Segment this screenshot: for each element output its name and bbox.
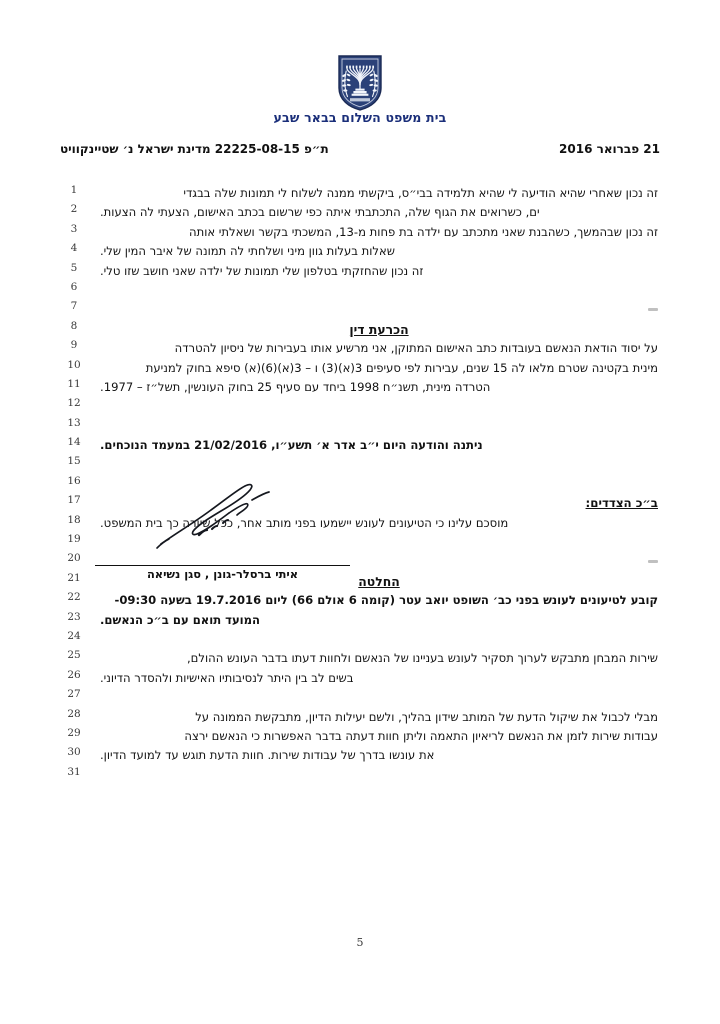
section-heading: החלטה	[358, 573, 400, 589]
document-line	[0, 669, 720, 688]
document-line	[0, 320, 720, 339]
line-number: 5	[70, 261, 78, 274]
document-line	[0, 378, 720, 397]
line-number: 17	[67, 494, 81, 507]
document-line	[0, 746, 720, 765]
document-line	[0, 611, 720, 630]
case-number: ת״פ 22225-08-15 מדינת ישראל נ׳ שטיינקוויט	[60, 142, 329, 156]
line-number: 14	[67, 436, 81, 449]
line-number: 25	[67, 649, 81, 662]
line-number: 18	[67, 513, 81, 526]
line-text: בשים לב בין היתר לנסיבותיו האישיות ולהסדר הדיוני.	[100, 670, 354, 685]
line-number: 2	[70, 203, 78, 216]
page-number: 5	[356, 936, 364, 949]
line-number: 13	[67, 416, 81, 429]
handwritten-signature-icon	[155, 478, 285, 553]
israel-state-emblem-icon	[337, 55, 383, 111]
document-line	[0, 262, 720, 281]
line-number: 23	[67, 610, 81, 623]
document-line	[0, 688, 720, 707]
document-line	[0, 359, 720, 378]
line-number: 28	[67, 707, 81, 720]
signature-rule	[95, 565, 350, 566]
section-subheading: ב״כ הצדדים:	[585, 496, 658, 511]
line-text: ניתנה והודעה היום י״ב אדר א׳ תשע״ו, 21/02/2016 במעמד הנוכחים.	[100, 438, 483, 453]
line-number: 9	[70, 339, 78, 352]
line-number: 21	[67, 571, 81, 584]
document-line	[0, 649, 720, 668]
scan-artifact-mark	[648, 560, 658, 563]
document-line	[0, 766, 720, 785]
court-name: בית משפט השלום בבאר שבע	[273, 110, 447, 125]
line-number: 24	[67, 629, 81, 642]
line-text: קובע לטיעונים לעונש בפני כב׳ השופט יואב עטר (קומה 6 אולם 66) ליום 19.7.2016 בשעה 09:30-	[114, 593, 658, 608]
document-line	[0, 339, 720, 358]
document-line	[0, 417, 720, 436]
document-line	[0, 397, 720, 416]
line-number: 26	[67, 668, 81, 681]
line-text: המועד תואם עם ב״כ הנאשם.	[100, 612, 261, 627]
document-line	[0, 300, 720, 319]
document-line	[0, 281, 720, 300]
line-number: 12	[67, 397, 81, 410]
case-header	[60, 142, 660, 156]
line-text: שאלות בעלות גוון מיני ושלחתי לה תמונה של איבר המין שלי.	[100, 244, 395, 259]
document-line	[0, 203, 720, 222]
line-text: זה נכון שהחזקתי בטלפון שלי תמונות של ילדה שאני חושב שזו טלי.	[100, 263, 424, 278]
scan-artifact-mark	[648, 308, 658, 311]
line-number: 31	[67, 765, 81, 778]
line-text: הטרדה מינית, תשנ״ח 1998 ביחד עם סעיף 25 בחוק העונשין, תשל״ז – 1977.	[100, 379, 491, 394]
line-number: 20	[67, 552, 81, 565]
judge-name: איתי ברסלר-גונן , סגן נשיאה	[146, 567, 299, 581]
line-text: מבלי לכבול את שיקול הדעת של המותב שידון בהליך, ולשם יעילות הדיון, מתבקשת הממונה על	[195, 709, 658, 724]
line-number: 11	[67, 377, 81, 390]
line-text: על יסוד הודאת הנאשם בעובדות כתב האישום המתוקן, אני מרשיע אותו בעבירות של ניסיון להטרדה	[174, 341, 658, 356]
document-line	[0, 242, 720, 261]
signature-block	[95, 478, 385, 598]
line-number: 19	[67, 533, 81, 546]
document-line	[0, 223, 720, 242]
document-line	[0, 630, 720, 649]
line-text: זה נכון שבהמשך, כשהבנת שאני מתכתב עם ילדה בת פחות מ-13, המשכתי בקשר ושאלתי אותה	[189, 224, 658, 239]
line-number: 10	[67, 358, 81, 371]
line-text: את עונשו בדרך של עבודות שירות. חוות הדעת תוגש עד למועד הדיון.	[100, 748, 435, 763]
line-number: 27	[67, 688, 81, 701]
line-number: 8	[70, 319, 78, 332]
line-number: 15	[67, 455, 81, 468]
line-number: 1	[70, 184, 78, 196]
emblem-container	[0, 55, 720, 111]
line-number: 6	[70, 280, 78, 293]
line-number: 7	[70, 300, 78, 313]
document-line	[0, 455, 720, 474]
line-number: 4	[70, 242, 78, 255]
document-line	[0, 708, 720, 727]
line-text: זה נכון שאחרי שהיא הודיעה לי שהיא תלמידה בבי״ס, ביקשתי ממנה לשלוח לי תמונות שלה בבגדי	[183, 186, 658, 200]
section-heading: הכרעת דין	[349, 321, 409, 337]
line-text: ים, כשרואים את הגוף שלה, התכתבתי איתה כפי שרשום בכתב האישום, הצעתי לה הצעות.	[100, 205, 540, 220]
line-number: 3	[70, 222, 78, 235]
document-line	[0, 727, 720, 746]
line-number: 30	[67, 746, 81, 759]
document-line	[0, 436, 720, 455]
line-text: שירות המבחן מתבקש לערוך תסקיר לעונש בעניינו של הנאשם ולחוות דעתו בדבר העונש ההולם,	[187, 651, 658, 666]
line-text: עבודות שירות לזמן את הנאשם לריאיון התאמה וליתן חוות דעתה בדבר האפשרות כי הנאשם ירצה	[184, 728, 658, 743]
line-text: מוסכם עלינו כי הטיעונים לעונש יישמעו בפני מותב אחר, ככל שיורה כך בית המשפט.	[100, 515, 509, 530]
document-date: 21 פברואר 2016	[559, 142, 660, 156]
line-text: מינית בקטינה שטרם מלאו לה 15 שנים, עבירות לפי סעיפים 3(א)(3) ו – 3(א)(6)(א) סיפא בחוק למניעת	[145, 360, 658, 375]
line-number: 22	[67, 591, 81, 604]
document-line	[0, 184, 720, 203]
line-number: 16	[67, 474, 81, 487]
line-number: 29	[67, 726, 81, 739]
